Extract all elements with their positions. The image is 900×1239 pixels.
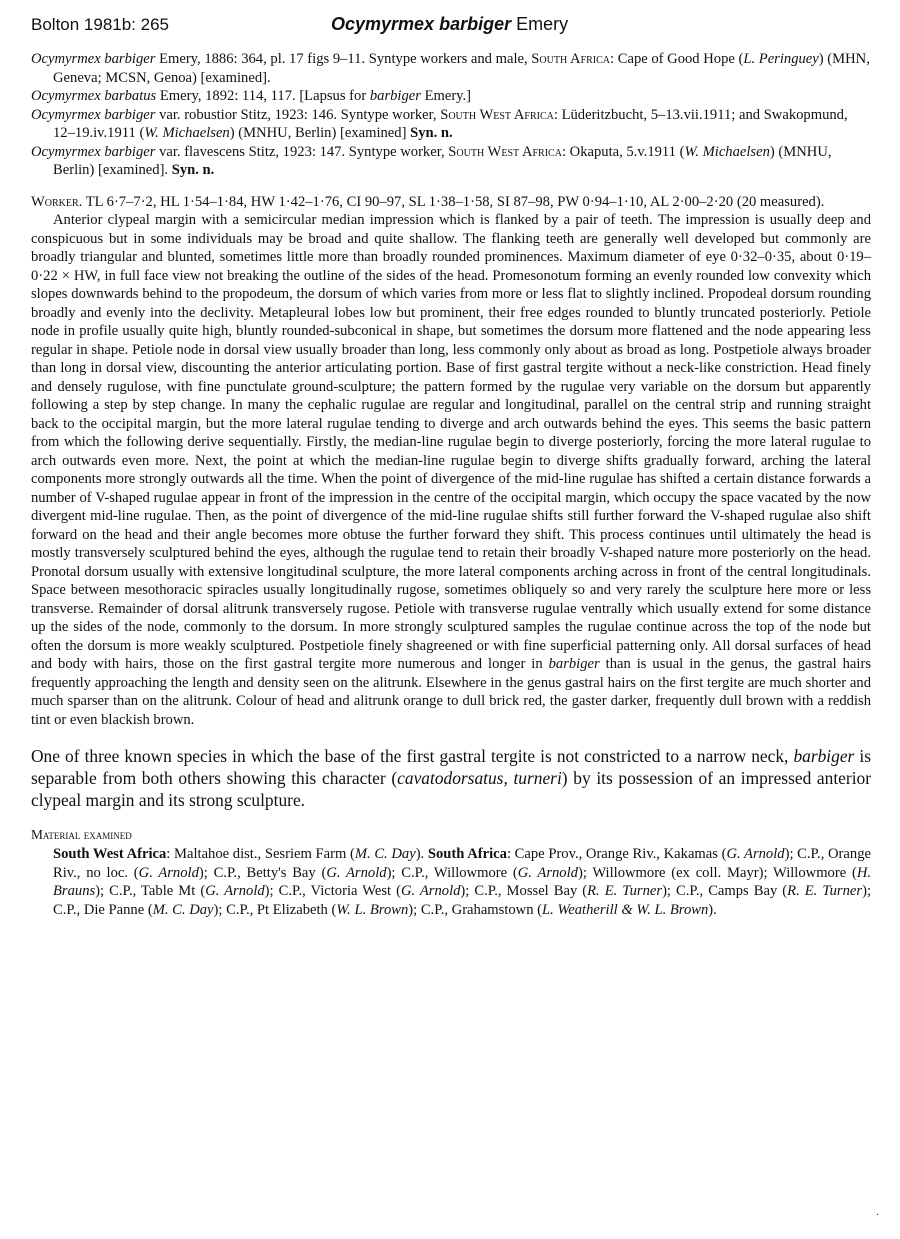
material-collector: L. Weatherill & W. L. Brown (542, 901, 709, 918)
diagnosis-text: is separable from both others showing this character ( (31, 746, 871, 788)
synonymy-locality: : Lüderitzbucht, 5–13.vii.1911; and Swakopmund, 12–19.iv.1911 ( (53, 106, 848, 141)
taxon-name: Ocymyrmex barbiger (31, 106, 156, 123)
material-locality: ); C.P., Mossel Bay ( (460, 883, 588, 899)
synonymy-citation: var. robustior Stitz, 1923: 146. Syntype worker, (155, 106, 441, 123)
material-locality: ); C.P., Victoria West ( (264, 883, 401, 899)
synonymy-depository: Emery.] (420, 88, 472, 104)
taxon-name: Ocymyrmex barbiger (31, 143, 156, 160)
synonymy-collector: W. Michaelsen (144, 125, 230, 141)
material-collector: G. Arnold (205, 883, 265, 899)
synonymy-entry (31, 50, 871, 87)
header-citation: Bolton 1981b: 265 (31, 15, 170, 34)
description-text: than is usual in the genus, the gastral hairs frequently approaching the length and density seen on the alitrunk. Elsewhere in the genus gastral hairs on the first tergite are much shorter and much sparser than on the alitrunk. Colour of head and alitrunk orange to dull brick red, the gaster darker, frequently dull brown with a reddish tint or even blackish brown. (31, 656, 871, 728)
synonymy-depository: ) (MNHU, Berlin) [examined] (229, 125, 411, 141)
material-collector: G. Arnold (726, 846, 785, 862)
synonymy-status: Syn. n. (410, 125, 453, 141)
material-collector: M. C. Day (354, 846, 416, 862)
material-collector: G. Arnold (400, 883, 461, 899)
page-speck: · (876, 1210, 880, 1221)
material-collector: W. L. Brown (336, 901, 409, 918)
synonymy-status: Syn. n. (171, 162, 215, 178)
material-collector: R. E. Turner (787, 883, 863, 899)
caste-label: Worker. (31, 193, 83, 210)
measurement-values: TL 6·7–7·2, HL 1·54–1·84, HW 1·42–1·76, CI 90–97, SL 1·38–1·58, SI 87–98, PW 0·94–1·10, AL 2·00–2·20 (20 measured). (82, 193, 825, 210)
material-locality: ). (708, 901, 717, 918)
material-list (31, 845, 871, 919)
material-collector: G. Arnold (138, 864, 199, 881)
synonymy-region: South Africa (531, 51, 611, 67)
synonymy-region: South West Africa (448, 143, 562, 160)
synonymy-region: South West Africa (440, 106, 554, 123)
synonymy-locality: : Cape of Good Hope ( (610, 51, 744, 67)
synonymy-citation: Emery, 1886: 364, pl. 17 figs 9–11. Syntype workers and male, (155, 51, 532, 67)
synonymy-entry (31, 106, 871, 143)
material-collector: M. C. Day (152, 901, 214, 918)
material-heading: Material examined (31, 827, 132, 842)
synonymy-collector: barbiger (369, 88, 421, 104)
material-locality: ); C.P., Table Mt ( (95, 883, 206, 899)
taxon-name: Ocymyrmex barbatus (31, 88, 157, 104)
material-locality: ); C.P., Camps Bay ( (662, 883, 788, 899)
description-text: Anterior clypeal margin with a semicircular median impression which is flanked by a pair of teeth. The impression is usually deep and conspicuous but in some individuals may be broad and quite shallow. The flanking teeth are generally well developed but commonly are broadly triangular and blunted, sometimes little more than broadly rounded prominences. Maximum diameter of eye 0·32–0·35, about 0·19–0·22 × HW, in full face view not breaking the outline of the sides of the head. Promesonotum forming an evenly rounded low convexity which slopes downwards behind to the propodeum, the dorsum of which varies from more or less flat to slightly inclined. Propodeal dorsum rounding broadly and evenly into the declivity. Metapleural lobes low but prominent, their free edges rounded to bluntly truncated posteriorly. Petiole node in profile usually quite high, bluntly rounded-subconical in shape, but sometimes the dorsum more flattened and the node appearing less regular in shape. Petiole node in dorsal view usually broader than long, less commonly only about as broad as long. Postpetiole always broader than long in dorsal view, discounting the anterior articulating portion. Base of first gastral tergite without a neck-like constriction. Head finely and densely rugulose, with fine punctulate ground-sculpture; the pattern formed by the rugulae very variable on the dorsum but apparently following a step by step change. In many the cephalic rugulae are regular and longitudinal, parallel on the central strip and running straight back to the occipital margin, but the more lateral rugulae tending to diverge and arch outwards behind the eyes. This seems the basic pattern from which the following derive sequentially. Firstly, the median-line rugulae begin to diverge posteriorly, forcing the more lateral rugulae to arch outwards even more. Next, the point at which the median-line rugulae begin to diverge shifts gradually forward, arching the lateral components more strongly outwards all the time. When the point of divergence of the mid-line rugulae has shifted a certain distance forwards a number of V-shaped rugulae appear in front of the impression in the centre of the occipital margin, which occupy the space vacated by the now divergent mid-line rugulae. Then, as the point of divergence of the mid-line rugulae shifts still further forward the V-shaped rugulae also shift forward on the head and their angle becomes more obtuse the further forward they shift. This process continues until ultimately the head is mostly transversely sculptured behind the eyes, although the rugulae tend to retain their broadly V-shaped nature more posteriorly on the head. Pronotal dorsum usually with extensive longitudinal sculpture, the more lateral components arching across in front of the central longitudinals. Space between mesothoracic spiracles usually longitudinally rugose, sometimes obliquely so and very rarely the sculpture here more or less transverse. Remainder of dorsal alitrunk transversely rugose. Petiole with transverse rugulae ventrally which usually extend for some distance up the sides of the node, commonly to the dorsum. In more strongly sculptured samples the rugulae continue across the top of the node but often the dorsum is more weakly sculptured. Postpetiole finely shagreened or with fine superficial patterning only. All dorsal surfaces of head and body with hairs, those on the first gastral tergite more numerous and longer in (31, 212, 871, 672)
material-locality: ); Willowmore (ex coll. Mayr); Willowmore ( (577, 864, 857, 881)
material-locality: ); C.P., Orange Riv., no loc. ( (53, 846, 871, 881)
synonymy-list (31, 50, 871, 180)
material-region: South Africa (427, 846, 507, 862)
material-collector: G. Arnold (326, 864, 387, 881)
document-page (31, 14, 871, 919)
material-region: South West Africa (53, 846, 167, 862)
diagnosis-species-name: barbiger (793, 746, 855, 766)
synonymy-locality: : Okaputa, 5.v.1911 ( (561, 143, 685, 160)
material-locality: ); C.P., Willowmore ( (386, 864, 518, 881)
material-collector: G. Arnold (517, 864, 578, 881)
description-species-name: barbiger (548, 656, 600, 672)
synonymy-depository: ) (MHN, Geneva; MCSN, Genoa) [examined]. (53, 51, 870, 86)
material-locality: ); C.P., Die Panne ( (53, 883, 871, 918)
synonymy-citation: var. flavescens Stitz, 1923: 147. Syntype worker, (155, 143, 449, 160)
material-locality: : Maltahoe dist., Sesriem Farm ( (166, 846, 355, 862)
taxon-name: Ocymyrmex barbiger (31, 51, 156, 67)
worker-description (31, 211, 871, 729)
synonymy-depository: ) (MNHU, Berlin) [examined]. (53, 143, 832, 178)
synonymy-collector: L. Peringuey (743, 51, 819, 67)
diagnosis-text: ) by its possession of an impressed anterior clypeal margin and its strong sculpture. (31, 768, 872, 810)
material-collector: H. Brauns (53, 864, 872, 899)
species-author: Emery (516, 14, 569, 34)
diagnosis-compared-species: cavatodorsatus, turneri (397, 768, 562, 788)
synonymy-collector: W. Michaelsen (684, 143, 770, 160)
synonymy-entry (31, 143, 871, 180)
diagnosis-paragraph (31, 745, 871, 811)
material-locality: ); C.P., Betty's Bay ( (198, 864, 327, 881)
material-collector: R. E. Turner (587, 883, 663, 899)
material-locality: ); C.P., Pt Elizabeth ( (213, 901, 337, 918)
material-locality: ); C.P., Grahamstown ( (408, 901, 543, 918)
diagnosis-text: One of three known species in which the base of the first gastral tergite is not constricted to a narrow neck, (31, 746, 794, 766)
page-header (31, 14, 871, 42)
species-name: Ocymyrmex barbiger (331, 14, 512, 34)
synonymy-entry (31, 87, 871, 106)
header-species-title (331, 14, 568, 35)
worker-measurements (31, 193, 871, 212)
material-locality: ). (415, 846, 428, 862)
synonymy-citation: Emery, 1892: 114, 117. [Lapsus for (156, 88, 370, 104)
material-locality: : Cape Prov., Orange Riv., Kakamas ( (506, 846, 727, 862)
